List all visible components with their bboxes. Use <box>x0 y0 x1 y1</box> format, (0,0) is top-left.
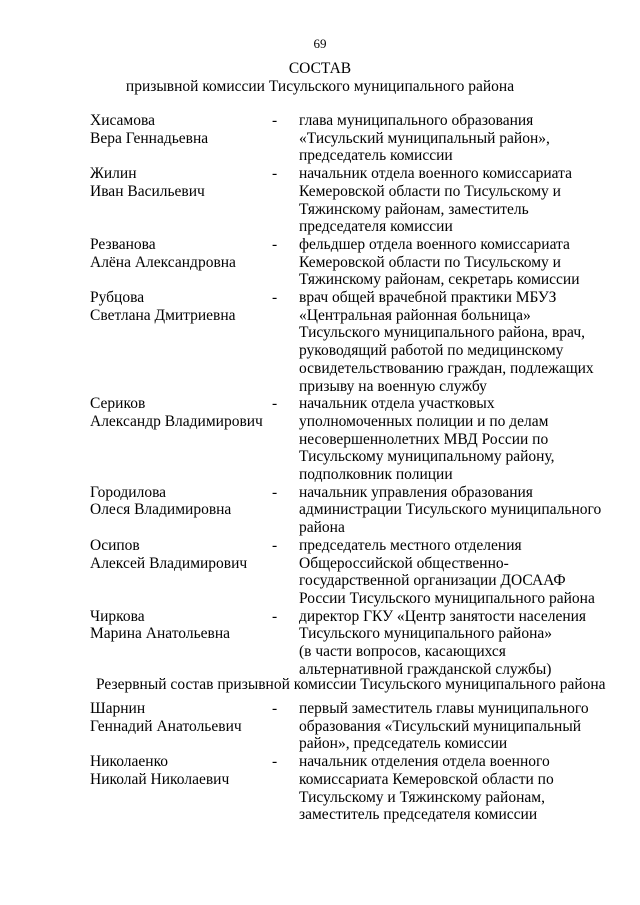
member-name-line: Алексей Владимирович <box>90 554 248 572</box>
member-entry <box>0 537 640 608</box>
member-name-line: Алёна Александровна <box>90 253 236 271</box>
member-dash: - <box>272 289 278 307</box>
member-role <box>299 289 599 395</box>
member-name-line: Олеся Владимировна <box>90 501 232 519</box>
member-name-line: Светлана Дмитриевна <box>90 306 236 324</box>
member-role-line: призыву на военную службу <box>299 377 487 395</box>
member-role-line: Кемеровской области по Тисульскому и <box>299 182 561 200</box>
member-role-line: «Центральная районная больница» <box>299 306 531 324</box>
member-name-line: Марина Анатольевна <box>90 625 231 643</box>
member-role <box>299 236 599 289</box>
member-entry <box>0 700 640 753</box>
member-role-line: начальник отдела военного комиссариата <box>299 165 572 183</box>
reserve-members-list <box>0 700 640 824</box>
member-name <box>90 608 272 679</box>
member-name <box>90 753 272 824</box>
member-role-line: Общероссийской общественно- <box>299 554 509 572</box>
member-name-line: Вера Геннадьевна <box>90 129 209 147</box>
member-entry <box>0 289 640 395</box>
member-entry <box>0 165 640 236</box>
member-name <box>90 700 272 753</box>
member-role-line: «Тисульский муниципальный район», <box>299 129 550 147</box>
member-role-line: председатель комиссии <box>299 147 453 165</box>
member-entry <box>0 753 640 824</box>
member-name <box>90 484 272 537</box>
member-name-line: Александр Владимирович <box>90 412 263 430</box>
member-role <box>299 753 599 824</box>
member-role <box>299 608 599 679</box>
member-name-line: Николаенко <box>90 753 169 771</box>
member-role-line: образования «Тисульский муниципальный <box>299 717 582 735</box>
member-role-line: освидетельствованию граждан, подлежащих <box>299 359 594 377</box>
member-dash: - <box>272 165 278 183</box>
member-role-line: Тисульскому муниципальному району, <box>299 448 555 466</box>
member-dash: - <box>272 235 278 253</box>
member-role-line: заместитель председателя комиссии <box>299 806 538 824</box>
member-role-line: район», председатель комиссии <box>299 735 508 753</box>
member-role-line: администрации Тисульского муниципального <box>299 501 602 519</box>
member-role-line: председателя комиссии <box>299 218 453 236</box>
member-role-line: Тисульского муниципального района, врач, <box>299 324 585 342</box>
member-role-line: начальник управления образования <box>299 483 533 501</box>
member-role <box>299 395 599 484</box>
member-role-line: (в части вопросов, касающихся <box>299 643 506 661</box>
member-role-line: руководящий работой по медицинскому <box>299 342 564 360</box>
member-role-line: несовершеннолетних МВД России по <box>299 430 549 448</box>
member-dash: - <box>272 483 278 501</box>
member-entry <box>0 484 640 537</box>
member-role-line: глава муниципального образования <box>299 112 534 129</box>
member-entry <box>0 236 640 289</box>
member-name-line: Шарнин <box>90 700 146 717</box>
member-role-line: председатель местного отделения <box>299 536 522 554</box>
member-name-line: Сериков <box>90 395 146 413</box>
member-role-line: альтернативной гражданской службы) <box>299 660 552 678</box>
member-name-line: Городилова <box>90 483 167 501</box>
member-dash: - <box>272 607 278 625</box>
member-name-line: Резванова <box>90 235 156 253</box>
member-name-line: Осипов <box>90 536 140 554</box>
member-role-line: Тисульскому и Тяжинскому районам, <box>299 788 545 806</box>
member-role-line: района <box>299 519 345 537</box>
member-role-line: Тисульского муниципального района» <box>299 625 552 643</box>
member-role <box>299 700 599 753</box>
member-role-line: комиссариата Кемеровской области по <box>299 770 554 788</box>
member-role-line: уполномоченных полиции и по делам <box>299 412 549 430</box>
member-role-line: директор ГКУ «Центр занятости населения <box>299 607 587 625</box>
member-role <box>299 165 599 236</box>
member-role-line: России Тисульского муниципального района <box>299 589 595 607</box>
member-name-line: Чиркова <box>90 607 145 625</box>
member-name <box>90 537 272 608</box>
member-role-line: начальник отдела участковых <box>299 395 495 413</box>
member-role-line: начальник отделения отдела военного <box>299 753 550 771</box>
member-dash: - <box>272 536 278 554</box>
member-name-line: Хисамова <box>90 112 155 129</box>
reserve-section-title: Резервный состав призывной комиссии Тисульского муниципального района <box>96 676 606 693</box>
member-name-line: Геннадий Анатольевич <box>90 717 242 735</box>
member-role <box>299 483 602 537</box>
member-role-line: Кемеровской области по Тисульскому и <box>299 253 561 271</box>
commission-members-list <box>0 112 640 679</box>
document-title: СОСТАВ <box>288 60 352 77</box>
member-name-line: Рубцова <box>90 289 145 307</box>
member-entry <box>0 608 640 679</box>
member-role <box>299 112 599 165</box>
member-name-line: Николай Николаевич <box>90 770 230 788</box>
member-entry <box>0 395 640 484</box>
member-name <box>90 395 272 484</box>
member-dash: - <box>272 753 278 771</box>
member-role-line: врач общей врачебной практики МБУЗ <box>299 289 557 307</box>
member-dash: - <box>272 395 278 413</box>
member-name <box>90 165 272 236</box>
member-role-line: фельдшер отдела военного комиссариата <box>299 235 570 253</box>
member-role <box>299 537 599 608</box>
page-number: 69 <box>313 36 327 51</box>
member-name-line: Жилин <box>90 165 137 183</box>
member-name <box>90 289 272 395</box>
member-name-line: Иван Васильевич <box>90 182 205 200</box>
member-role-line: первый заместитель главы муниципального <box>299 700 589 717</box>
member-name <box>90 236 272 289</box>
document-subtitle: призывной комиссии Тисульского муниципального района <box>125 78 515 95</box>
member-role-line: Тяжинскому районам, заместитель <box>299 200 529 218</box>
member-name <box>90 112 272 165</box>
member-dash: - <box>272 700 278 717</box>
member-role-line: Тяжинскому районам, секретарь комиссии <box>299 271 580 289</box>
member-role-line: подполковник полиции <box>299 466 453 484</box>
member-entry <box>0 112 640 165</box>
member-role-line: государственной организации ДОСААФ <box>299 572 566 590</box>
member-dash: - <box>272 112 278 129</box>
